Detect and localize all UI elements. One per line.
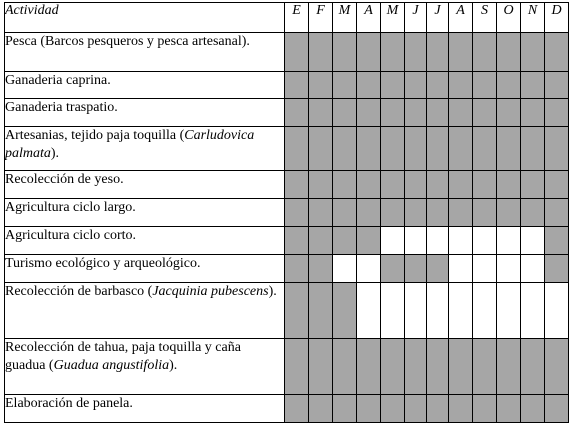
active-month-cell xyxy=(333,395,357,423)
activity-name xyxy=(5,283,285,339)
active-month-cell xyxy=(285,72,309,99)
active-month-cell xyxy=(473,72,497,99)
active-month-cell xyxy=(333,227,357,255)
inactive-month-cell xyxy=(497,283,521,339)
active-month-cell xyxy=(357,339,381,395)
activity-name xyxy=(5,255,285,283)
table-row xyxy=(5,199,569,227)
month-header-7: J xyxy=(427,3,449,33)
activity-name xyxy=(5,199,285,227)
month-header-12: D xyxy=(545,3,569,33)
activity-text: Agricultura ciclo largo. xyxy=(5,200,136,215)
active-month-cell xyxy=(309,199,333,227)
inactive-month-cell xyxy=(497,255,521,283)
month-header-10: O xyxy=(497,3,521,33)
active-month-cell xyxy=(473,33,497,72)
activity-name xyxy=(5,227,285,255)
active-month-cell xyxy=(497,127,521,171)
activity-name xyxy=(5,127,285,171)
active-month-cell xyxy=(473,339,497,395)
inactive-month-cell xyxy=(473,255,497,283)
active-month-cell xyxy=(449,72,473,99)
active-month-cell xyxy=(309,339,333,395)
active-month-cell xyxy=(381,127,405,171)
activity-text: Agricultura ciclo corto. xyxy=(5,228,137,243)
active-month-cell xyxy=(285,227,309,255)
activity-calendar xyxy=(4,2,569,423)
active-month-cell xyxy=(333,283,357,339)
active-month-cell xyxy=(309,33,333,72)
table-row xyxy=(5,227,569,255)
active-month-cell xyxy=(497,99,521,127)
active-month-cell xyxy=(309,127,333,171)
active-month-cell xyxy=(545,255,569,283)
activity-text: Turismo ecológico y arqueológico. xyxy=(5,256,201,271)
active-month-cell xyxy=(333,33,357,72)
active-month-cell xyxy=(427,171,449,199)
active-month-cell xyxy=(545,199,569,227)
active-month-cell xyxy=(521,199,545,227)
inactive-month-cell xyxy=(427,227,449,255)
active-month-cell xyxy=(309,395,333,423)
species-name: Guadua angustifolia xyxy=(53,358,170,373)
active-month-cell xyxy=(333,99,357,127)
active-month-cell xyxy=(427,395,449,423)
inactive-month-cell xyxy=(449,283,473,339)
active-month-cell xyxy=(427,72,449,99)
active-month-cell xyxy=(357,33,381,72)
active-month-cell xyxy=(357,127,381,171)
active-month-cell xyxy=(497,339,521,395)
active-month-cell xyxy=(405,127,427,171)
active-month-cell xyxy=(381,171,405,199)
active-month-cell xyxy=(357,395,381,423)
active-month-cell xyxy=(405,255,427,283)
active-month-cell xyxy=(285,171,309,199)
active-month-cell xyxy=(285,127,309,171)
inactive-month-cell xyxy=(521,255,545,283)
month-header-1: E xyxy=(285,3,309,33)
activity-name xyxy=(5,99,285,127)
active-month-cell xyxy=(521,33,545,72)
table-row xyxy=(5,283,569,339)
inactive-month-cell xyxy=(333,255,357,283)
active-month-cell xyxy=(405,72,427,99)
active-month-cell xyxy=(427,33,449,72)
activity-text: Recolección de yeso. xyxy=(5,172,124,187)
activity-text: Recolección de barbasco ( xyxy=(5,284,153,299)
activity-name xyxy=(5,171,285,199)
active-month-cell xyxy=(405,339,427,395)
active-month-cell xyxy=(545,171,569,199)
active-month-cell xyxy=(333,171,357,199)
active-month-cell xyxy=(521,99,545,127)
active-month-cell xyxy=(381,72,405,99)
active-month-cell xyxy=(545,33,569,72)
active-month-cell xyxy=(285,395,309,423)
month-header-2: F xyxy=(309,3,333,33)
table-row xyxy=(5,72,569,99)
activity-text: Ganaderia traspatio. xyxy=(5,100,118,115)
activity-text: ). xyxy=(268,284,277,299)
active-month-cell xyxy=(405,171,427,199)
inactive-month-cell xyxy=(405,227,427,255)
active-month-cell xyxy=(449,171,473,199)
active-month-cell xyxy=(285,339,309,395)
active-month-cell xyxy=(521,339,545,395)
activity-calendar-table xyxy=(4,2,569,423)
activity-text: Ganaderia caprina. xyxy=(5,73,111,88)
table-row xyxy=(5,395,569,423)
active-month-cell xyxy=(449,395,473,423)
table-row xyxy=(5,171,569,199)
inactive-month-cell xyxy=(521,227,545,255)
active-month-cell xyxy=(333,199,357,227)
species-name: Jacquinia pubescens xyxy=(152,284,269,299)
activity-name xyxy=(5,33,285,72)
activity-text: Recolección de tahua, paja toquilla y caña guadua ( xyxy=(5,340,241,373)
active-month-cell xyxy=(357,199,381,227)
active-month-cell xyxy=(545,339,569,395)
active-month-cell xyxy=(497,171,521,199)
inactive-month-cell xyxy=(427,283,449,339)
activity-name xyxy=(5,395,285,423)
active-month-cell xyxy=(309,171,333,199)
activity-column-header: Actividad xyxy=(5,3,285,33)
active-month-cell xyxy=(405,99,427,127)
active-month-cell xyxy=(427,99,449,127)
active-month-cell xyxy=(333,72,357,99)
active-month-cell xyxy=(473,395,497,423)
inactive-month-cell xyxy=(381,227,405,255)
activity-text: ). xyxy=(50,146,60,161)
inactive-month-cell xyxy=(473,283,497,339)
active-month-cell xyxy=(497,395,521,423)
active-month-cell xyxy=(357,72,381,99)
table-row xyxy=(5,99,569,127)
species-name: Carludovica palmata xyxy=(5,128,255,161)
inactive-month-cell xyxy=(449,255,473,283)
inactive-month-cell xyxy=(497,227,521,255)
active-month-cell xyxy=(309,283,333,339)
active-month-cell xyxy=(497,199,521,227)
inactive-month-cell xyxy=(473,227,497,255)
active-month-cell xyxy=(357,227,381,255)
active-month-cell xyxy=(309,227,333,255)
activity-text: Pesca (Barcos pesqueros y pesca artesanal). xyxy=(5,34,250,49)
active-month-cell xyxy=(473,171,497,199)
active-month-cell xyxy=(285,33,309,72)
active-month-cell xyxy=(521,127,545,171)
active-month-cell xyxy=(285,199,309,227)
active-month-cell xyxy=(357,99,381,127)
inactive-month-cell xyxy=(545,283,569,339)
active-month-cell xyxy=(309,99,333,127)
month-header-4: A xyxy=(357,3,381,33)
active-month-cell xyxy=(473,127,497,171)
month-header-9: S xyxy=(473,3,497,33)
inactive-month-cell xyxy=(357,255,381,283)
active-month-cell xyxy=(381,33,405,72)
activity-name xyxy=(5,339,285,395)
activity-text: ). xyxy=(169,358,178,373)
table-row xyxy=(5,255,569,283)
active-month-cell xyxy=(473,99,497,127)
table-row xyxy=(5,33,569,72)
active-month-cell xyxy=(333,339,357,395)
active-month-cell xyxy=(381,199,405,227)
month-header-8: A xyxy=(449,3,473,33)
header-row xyxy=(5,3,569,33)
inactive-month-cell xyxy=(381,283,405,339)
active-month-cell xyxy=(285,99,309,127)
inactive-month-cell xyxy=(405,283,427,339)
active-month-cell xyxy=(449,339,473,395)
month-header-11: N xyxy=(521,3,545,33)
active-month-cell xyxy=(545,72,569,99)
active-month-cell xyxy=(449,127,473,171)
active-month-cell xyxy=(405,33,427,72)
active-month-cell xyxy=(309,255,333,283)
month-header-3: M xyxy=(333,3,357,33)
active-month-cell xyxy=(521,171,545,199)
inactive-month-cell xyxy=(357,283,381,339)
active-month-cell xyxy=(427,199,449,227)
inactive-month-cell xyxy=(449,227,473,255)
active-month-cell xyxy=(449,33,473,72)
active-month-cell xyxy=(381,395,405,423)
active-month-cell xyxy=(427,339,449,395)
activity-text: Elaboración de panela. xyxy=(5,396,133,411)
active-month-cell xyxy=(521,72,545,99)
active-month-cell xyxy=(381,255,405,283)
active-month-cell xyxy=(405,199,427,227)
month-header-6: J xyxy=(405,3,427,33)
active-month-cell xyxy=(427,255,449,283)
month-header-5: M xyxy=(381,3,405,33)
active-month-cell xyxy=(405,395,427,423)
active-month-cell xyxy=(381,99,405,127)
active-month-cell xyxy=(545,395,569,423)
active-month-cell xyxy=(285,255,309,283)
active-month-cell xyxy=(449,99,473,127)
active-month-cell xyxy=(473,199,497,227)
active-month-cell xyxy=(333,127,357,171)
active-month-cell xyxy=(545,227,569,255)
active-month-cell xyxy=(309,72,333,99)
active-month-cell xyxy=(381,339,405,395)
table-row xyxy=(5,339,569,395)
activity-text: Artesanias, tejido paja toquilla ( xyxy=(5,128,185,143)
active-month-cell xyxy=(449,199,473,227)
active-month-cell xyxy=(285,283,309,339)
inactive-month-cell xyxy=(521,283,545,339)
table-row xyxy=(5,127,569,171)
active-month-cell xyxy=(357,171,381,199)
active-month-cell xyxy=(545,127,569,171)
active-month-cell xyxy=(497,72,521,99)
active-month-cell xyxy=(521,395,545,423)
active-month-cell xyxy=(497,33,521,72)
active-month-cell xyxy=(427,127,449,171)
activity-name xyxy=(5,72,285,99)
active-month-cell xyxy=(545,99,569,127)
